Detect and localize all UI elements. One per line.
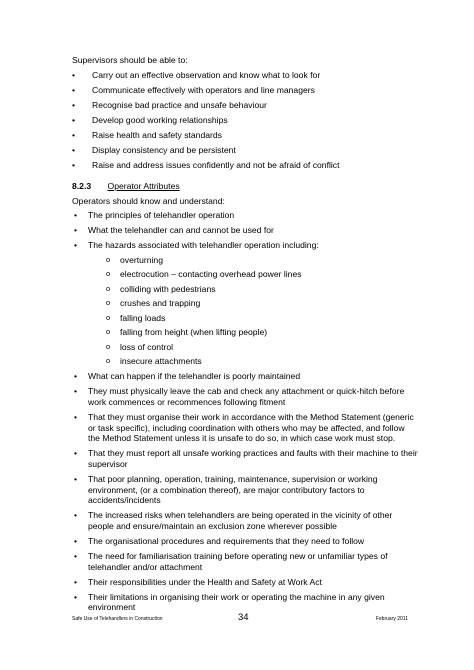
hazard-item: o overturning: [106, 255, 418, 266]
footer-document-title: Safe Use of Telehandlers in Construction: [72, 616, 163, 622]
list-item: • What the telehandler can and cannot be used for: [72, 225, 418, 236]
list-item: • Raise and address issues confidently and not be afraid of conflict: [72, 160, 422, 175]
list-item: • Their responsibilities under the Health and Safety at Work Act: [72, 577, 418, 588]
operators-intro: Operators should know and understand:: [72, 196, 225, 206]
section-title: Operator Attributes: [107, 181, 180, 191]
list-item: • Display consistency and be persistent: [72, 145, 422, 160]
page-number: 34: [238, 612, 249, 623]
list-item: • Develop good working relationships: [72, 115, 422, 130]
list-item-hazards: [72, 240, 418, 367]
list-item: • The increased risks when telehandlers are being operated in the vicinity of other people and ensure/maintain an exclusion zone wherever possible: [72, 510, 418, 531]
operator-list: [72, 210, 418, 618]
list-item: • Raise health and safety standards: [72, 130, 422, 145]
list-item: • Communicate effectively with operators and line managers: [72, 85, 422, 100]
list-item: • Recognise bad practice and unsafe behaviour: [72, 100, 422, 115]
supervisors-intro: Supervisors should be able to:: [72, 55, 188, 65]
hazard-item: o falling from height (when lifting people): [106, 327, 418, 338]
hazard-item: o falling loads: [106, 313, 418, 324]
list-item: • Carry out an effective observation and know what to look for: [72, 70, 422, 85]
hazard-list: [106, 255, 418, 367]
list-item: • That they must organise their work in accordance with the Method Statement (generic or task specific), including coordination with others who may be affected, and follow the Method Statement unless it is unsafe to do so, in which case work must stop.: [72, 412, 418, 444]
section-number: 8.2.3: [72, 181, 92, 191]
list-item: • That poor planning, operation, training, maintenance, supervision or working environment, (or a combination thereof), are major contributory factors to accidents/incidents: [72, 474, 418, 506]
list-item: • That they must report all unsafe working practices and faults with their machine to their supervisor: [72, 448, 418, 469]
hazard-item: o insecure attachments: [106, 356, 418, 367]
hazards-heading: The hazards associated with telehandler operation including:: [88, 240, 319, 251]
hazard-item: o crushes and trapping: [106, 298, 418, 309]
list-item: • What can happen if the telehandler is poorly maintained: [72, 371, 418, 382]
hazard-item: o loss of control: [106, 342, 418, 353]
footer-date: February 2011: [375, 616, 408, 622]
supervisor-list: [72, 70, 422, 175]
hazard-item: o electrocution – contacting overhead power lines: [106, 269, 418, 280]
page-footer: [72, 614, 408, 626]
section-heading: [72, 181, 180, 191]
list-item: • The principles of telehandler operation: [72, 210, 418, 221]
list-item: • They must physically leave the cab and check any attachment or quick-hitch before work commences or recommences following fitment: [72, 386, 418, 407]
list-item: • The need for familiarisation training before operating new or unfamiliar types of telehandler and/or attachment: [72, 551, 418, 572]
list-item: • Their limitations in organising their work or operating the machine in any given environment: [72, 592, 418, 613]
list-item: • The organisational procedures and requirements that they need to follow: [72, 536, 418, 547]
hazard-item: o colliding with pedestrians: [106, 284, 418, 295]
